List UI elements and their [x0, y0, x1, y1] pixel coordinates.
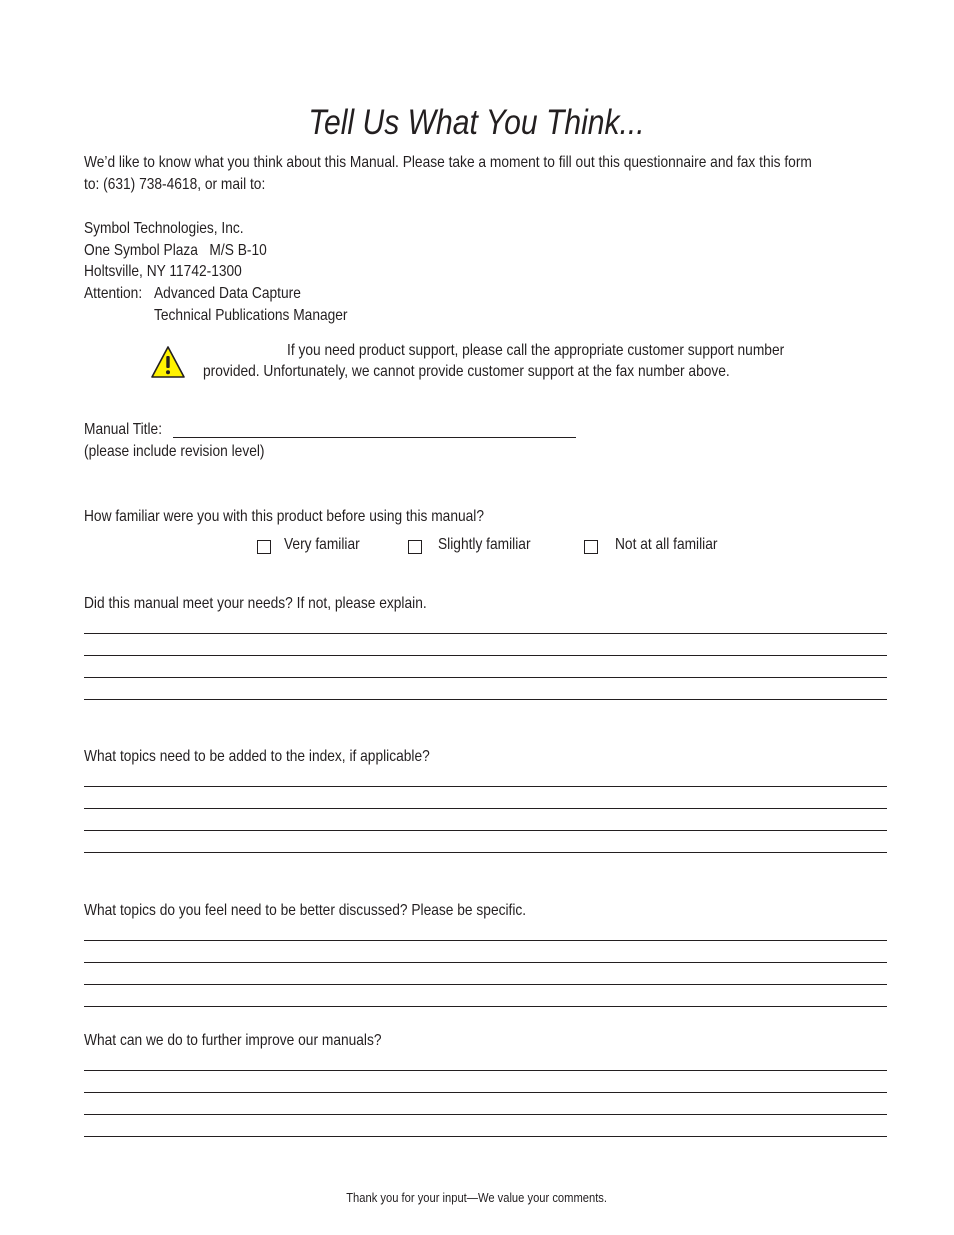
answer-line[interactable] [84, 1070, 887, 1071]
answer-line[interactable] [84, 1092, 887, 1093]
page-title [0, 101, 954, 145]
answer-line[interactable] [84, 852, 887, 853]
address-line-street: One Symbol Plaza M/S B-10 [84, 242, 267, 259]
footer-text: Thank you for your input—We value your comments. [346, 1190, 608, 1205]
answer-line[interactable] [84, 830, 887, 831]
familiarity-question: How familiar were you with this product before using this manual? [84, 508, 484, 525]
intro-text-line-2: to: (631) 738-4618, or mail to: [84, 176, 266, 193]
question-needs: Did this manual meet your needs? If not, please explain. [84, 595, 427, 612]
answer-line[interactable] [84, 786, 887, 787]
warning-triangle-icon [150, 345, 186, 379]
answer-line[interactable] [84, 1006, 887, 1007]
answer-line[interactable] [84, 962, 887, 963]
manual-title-field[interactable] [173, 437, 576, 438]
very-familiar-label: Very familiar [284, 536, 360, 553]
question-index: What topics need to be added to the index, if applicable? [84, 748, 430, 765]
address-attention-label: Attention: [84, 285, 143, 302]
question-discussed: What topics do you feel need to be better discussed? Please be specific. [84, 902, 527, 919]
answer-line[interactable] [84, 808, 887, 809]
slightly-familiar-label: Slightly familiar [438, 536, 531, 553]
answer-line[interactable] [84, 699, 887, 700]
manual-title-hint: (please include revision level) [84, 443, 265, 460]
not-at-all-familiar-checkbox[interactable] [584, 540, 598, 554]
notice-line-2: provided. Unfortunately, we cannot provide customer support at the fax number above. [203, 363, 730, 380]
answer-line[interactable] [84, 1114, 887, 1115]
footer [0, 1190, 954, 1206]
answer-line[interactable] [84, 940, 887, 941]
answer-line[interactable] [84, 655, 887, 656]
address-attention-role: Technical Publications Manager [154, 307, 348, 324]
question-improve: What can we do to further improve our manuals? [84, 1032, 382, 1049]
answer-line[interactable] [84, 633, 887, 634]
address-line-city: Holtsville, NY 11742-1300 [84, 263, 242, 280]
answer-line[interactable] [84, 1136, 887, 1137]
address-attention-dept: Advanced Data Capture [154, 285, 301, 302]
address-line-company: Symbol Technologies, Inc. [84, 220, 244, 237]
not-at-all-familiar-label: Not at all familiar [615, 536, 718, 553]
very-familiar-checkbox[interactable] [257, 540, 271, 554]
page-title-text: Tell Us What You Think... [308, 103, 646, 142]
answer-line[interactable] [84, 984, 887, 985]
intro-text-line-1: We’d like to know what you think about this Manual. Please take a moment to fill out this questionnaire and fax this form [84, 154, 812, 171]
slightly-familiar-checkbox[interactable] [408, 540, 422, 554]
answer-line[interactable] [84, 677, 887, 678]
manual-title-label: Manual Title: [84, 421, 163, 438]
notice-line-1: If you need product support, please call the appropriate customer support number [287, 342, 785, 359]
